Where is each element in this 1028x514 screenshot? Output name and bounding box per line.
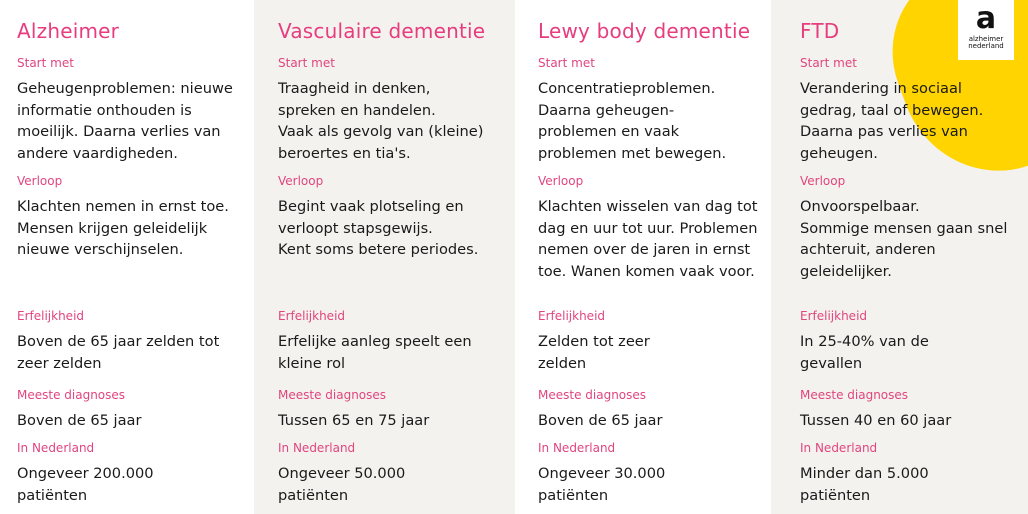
section-diagnoses <box>278 387 509 432</box>
label-nederland: In Nederland <box>278 441 356 455</box>
section-verloop <box>278 173 509 261</box>
section-start <box>538 55 765 164</box>
label-diagnoses: Meeste diagnoses <box>17 388 126 402</box>
label-verloop: Verloop <box>17 174 63 188</box>
text-erfelijkheid: Boven de 65 jaar zelden tot zeer zelden <box>17 333 220 372</box>
section-nederland <box>278 440 509 506</box>
label-diagnoses: Meeste diagnoses <box>800 388 909 402</box>
column-title: FTD <box>800 19 840 43</box>
label-nederland: In Nederland <box>17 441 95 455</box>
section-erfelijkheid <box>17 308 248 374</box>
text-erfelijkheid: Zelden tot zeer zelden <box>538 333 650 372</box>
section-nederland <box>17 440 248 506</box>
text-diagnoses: Tussen 65 en 75 jaar <box>278 412 430 429</box>
section-verloop <box>538 173 765 282</box>
logo-text-line1: alzheimer <box>968 35 1004 43</box>
text-nederland: Minder dan 5.000 patiënten <box>800 465 929 504</box>
label-nederland: In Nederland <box>538 441 616 455</box>
section-erfelijkheid <box>278 308 509 374</box>
text-erfelijkheid: In 25-40% van de gevallen <box>800 333 929 372</box>
text-verloop: Begint vaak plotseling en verloopt stapsgewijs. Kent soms betere periodes. <box>278 198 479 258</box>
label-diagnoses: Meeste diagnoses <box>538 388 647 402</box>
label-start: Start met <box>278 56 335 70</box>
label-erfelijkheid: Erfelijkheid <box>17 309 85 323</box>
label-nederland: In Nederland <box>800 441 878 455</box>
column-title: Vasculaire dementie <box>278 19 486 43</box>
label-verloop: Verloop <box>538 174 584 188</box>
text-verloop: Klachten wisselen van dag tot dag en uur tot uur. Problemen nemen over de jaren in ernst toe. Wanen komen vaak voor. <box>538 198 758 280</box>
label-verloop: Verloop <box>800 174 846 188</box>
logo-letter: a <box>975 1 997 36</box>
text-start: Traagheid in denken, spreken en handelen. Vaak als gevolg van (kleine) beroertes en tia's. <box>278 80 484 162</box>
label-erfelijkheid: Erfelijkheid <box>278 309 346 323</box>
section-erfelijkheid <box>800 308 1022 374</box>
section-start <box>278 55 509 164</box>
text-start: Geheugenproblemen: nieuwe informatie onthouden is moeilijk. Daarna verlies van andere vaardigheden. <box>17 80 233 162</box>
label-start: Start met <box>800 56 857 70</box>
text-nederland: Ongeveer 30.000 patiënten <box>538 465 666 504</box>
label-start: Start met <box>17 56 74 70</box>
section-diagnoses <box>17 387 248 432</box>
section-nederland <box>800 440 1022 506</box>
label-diagnoses: Meeste diagnoses <box>278 388 387 402</box>
label-verloop: Verloop <box>278 174 324 188</box>
section-nederland <box>538 440 765 506</box>
text-start: Concentratieproblemen. Daarna geheugen- problemen en vaak problemen met bewegen. <box>538 80 727 162</box>
section-diagnoses <box>800 387 1022 432</box>
section-start <box>17 55 248 164</box>
text-verloop: Klachten nemen in ernst toe. Mensen krijgen geleidelijk nieuwe verschijnselen. <box>17 198 229 258</box>
section-diagnoses <box>538 387 765 432</box>
text-erfelijkheid: Erfelijke aanleg speelt een kleine rol <box>278 333 472 372</box>
label-erfelijkheid: Erfelijkheid <box>538 309 606 323</box>
column-alzheimer <box>0 0 254 514</box>
text-diagnoses: Boven de 65 jaar <box>17 412 142 429</box>
column-title: Lewy body dementie <box>538 19 751 43</box>
text-diagnoses: Tussen 40 en 60 jaar <box>800 412 952 429</box>
section-start <box>800 55 1022 164</box>
label-start: Start met <box>538 56 595 70</box>
column-vasculaire-dementie <box>254 0 515 514</box>
section-verloop <box>17 173 248 261</box>
text-verloop: Onvoorspelbaar. Sommige mensen gaan snel achteruit, anderen geleidelijker. <box>800 198 1008 280</box>
section-erfelijkheid <box>538 308 765 374</box>
column-lewy-body-dementie <box>515 0 771 514</box>
section-verloop <box>800 173 1022 282</box>
column-title: Alzheimer <box>17 19 120 43</box>
logo-text-line2: nederland <box>968 42 1004 50</box>
label-erfelijkheid: Erfelijkheid <box>800 309 868 323</box>
text-nederland: Ongeveer 200.000 patiënten <box>17 465 154 504</box>
text-start: Verandering in sociaal gedrag, taal of bewegen. Daarna pas verlies van geheugen. <box>800 80 984 162</box>
column-ftd <box>771 0 1028 514</box>
text-diagnoses: Boven de 65 jaar <box>538 412 663 429</box>
text-nederland: Ongeveer 50.000 patiënten <box>278 465 406 504</box>
